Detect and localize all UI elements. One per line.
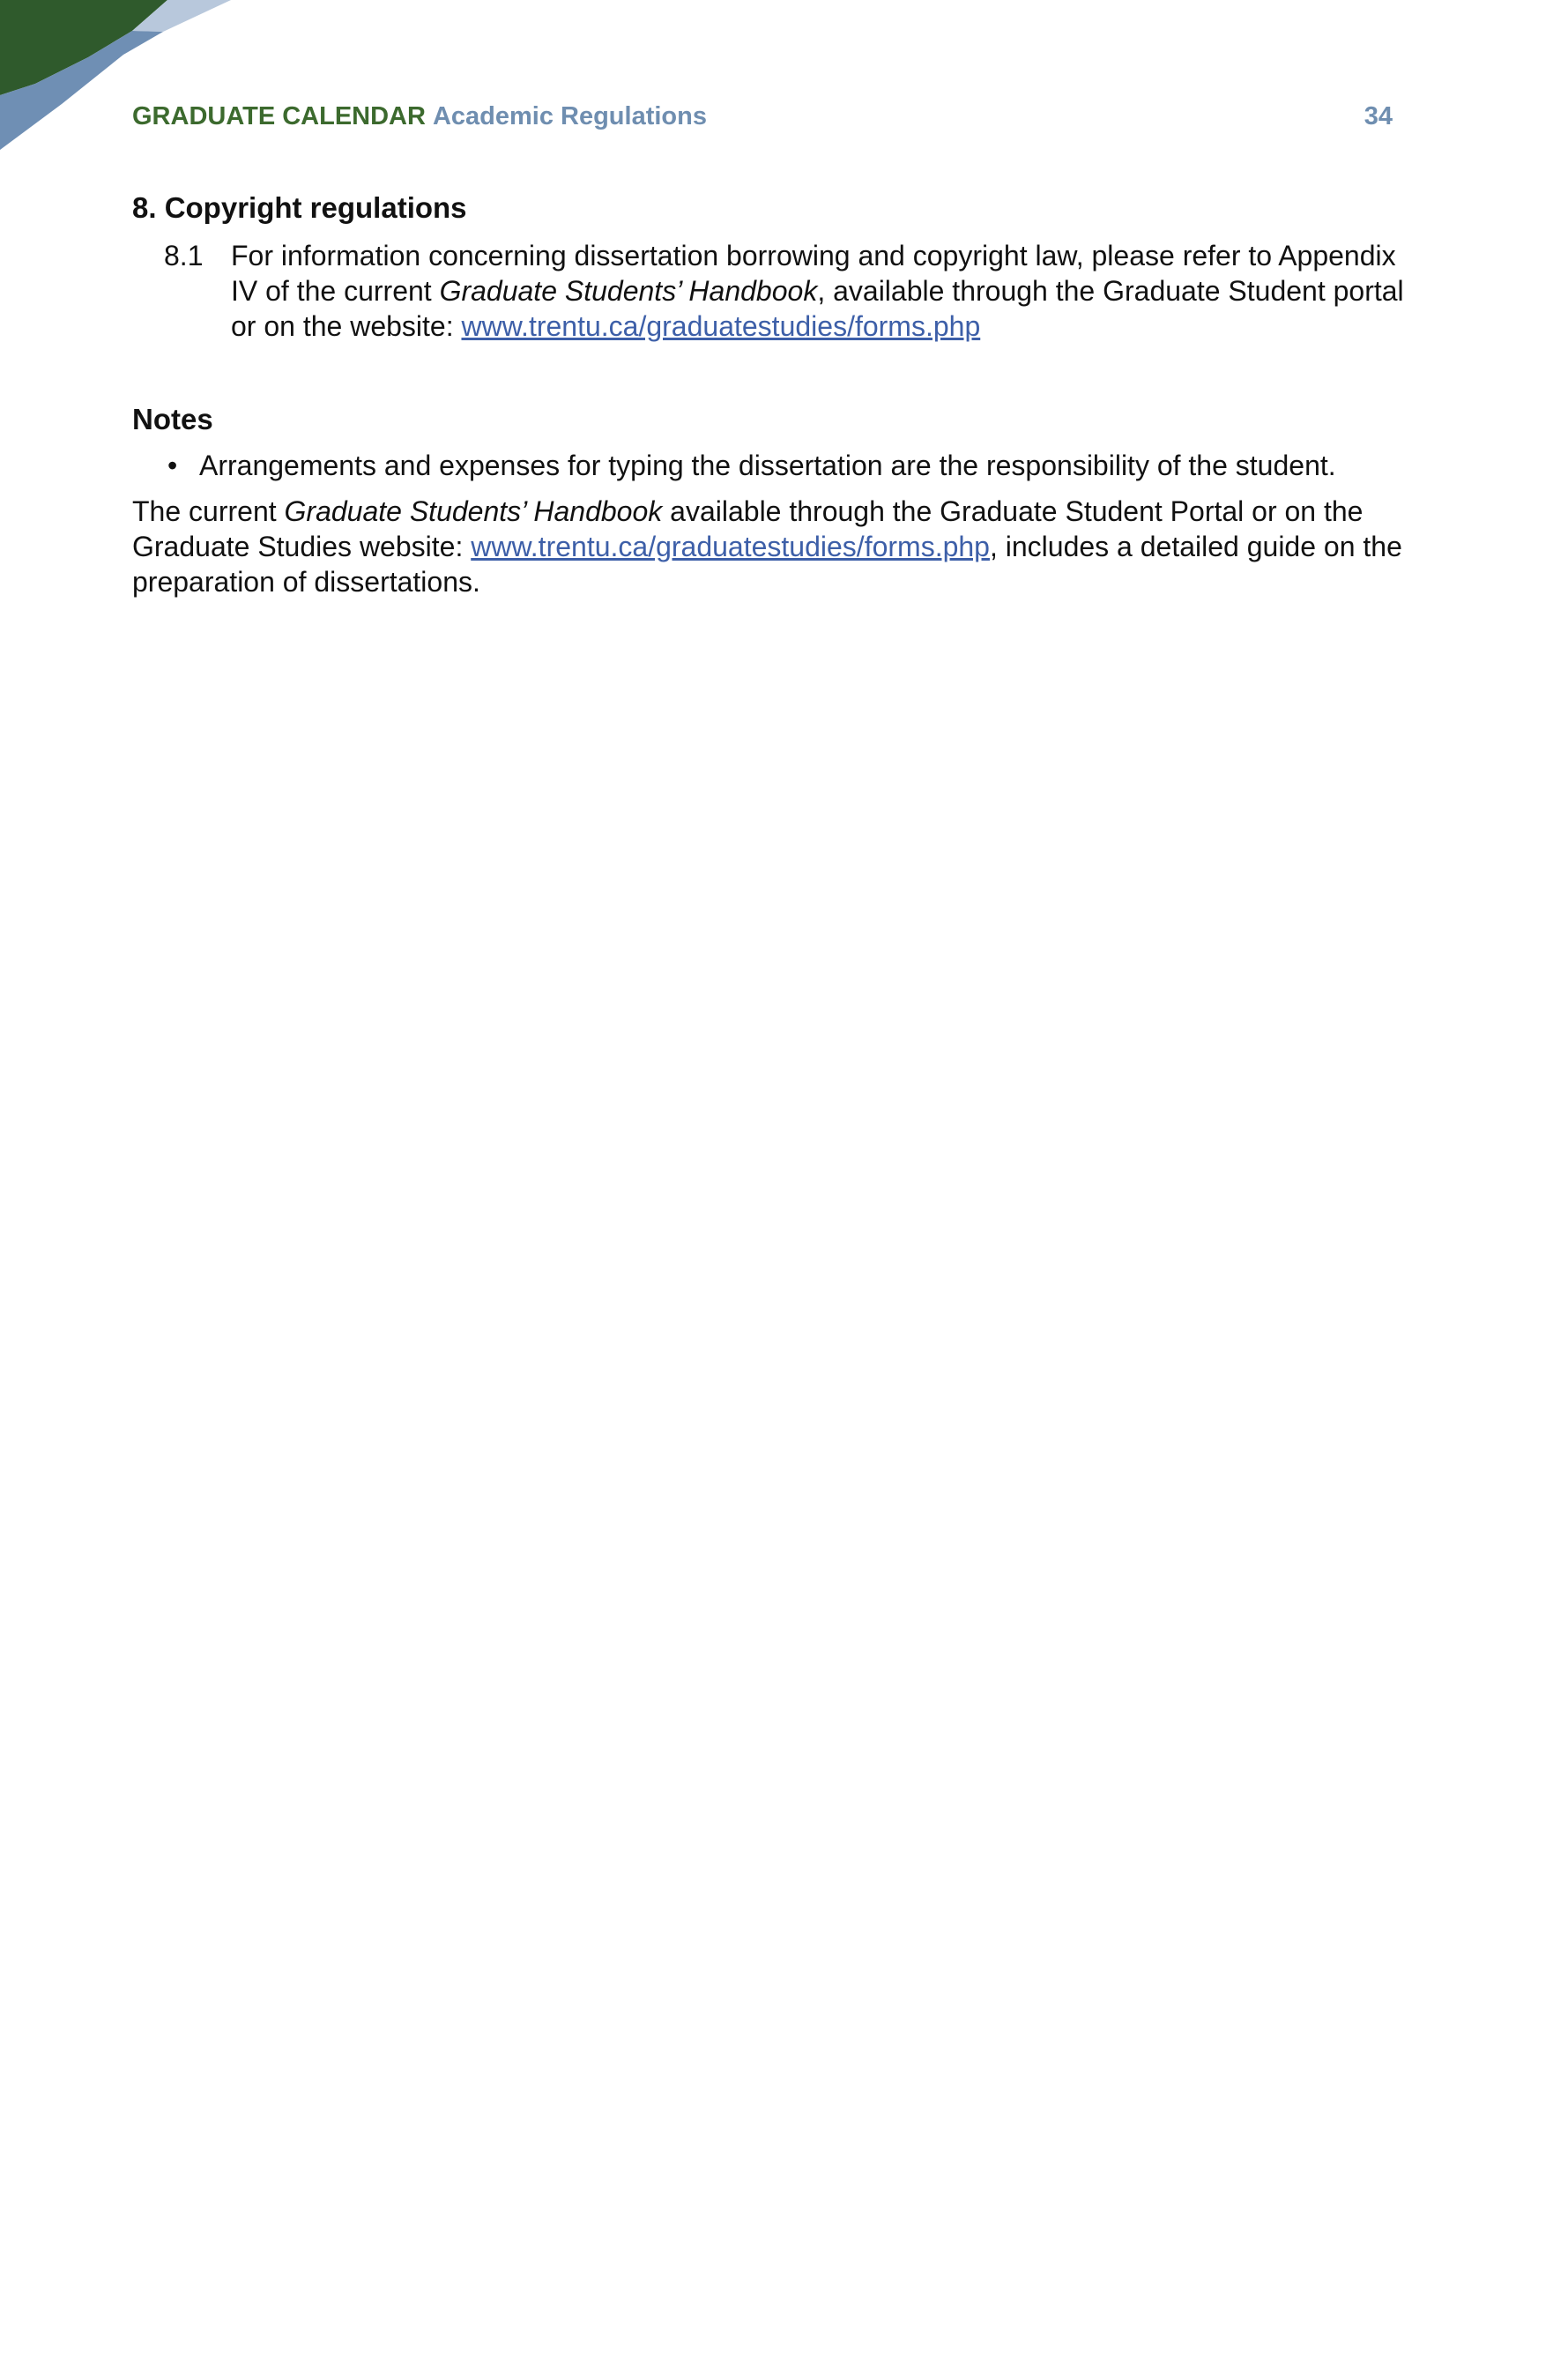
forms-link[interactable]: www.trentu.ca/graduatestudies/forms.php [471,531,990,562]
page-header [132,99,1393,134]
notes-list [132,448,1428,483]
paragraph-text-start: The current [132,495,285,527]
section-heading: 8. Copyright regulations [132,191,467,224]
bullet-icon: • [167,450,178,481]
document-body [132,189,1428,599]
regulation-number: 8.1 [164,240,204,271]
paragraph-text-end: , includes a detailed guide on the preparation of dissertations. [132,531,1402,598]
handbook-paragraph [132,494,1428,599]
calendar-label: GRADUATE CALENDAR [132,102,426,130]
notes-heading: Notes [132,403,213,435]
page-number: 34 [1364,102,1393,130]
regulation-item [132,238,1428,344]
note-text: Arrangements and expenses for typing the dissertation are the responsibility of the student. [199,450,1336,481]
corner-decoration [0,0,264,167]
handbook-title: Graduate Students’ Handbook [439,275,818,307]
list-item [132,448,1428,483]
regulation-text-end: , available through the Graduate Student portal or on the website: [231,275,1404,342]
forms-link[interactable]: www.trentu.ca/graduatestudies/forms.php [461,310,981,342]
regulation-text-start: For information concerning dissertation borrowing and copyright law, please refer to Appendix IV of the current [231,240,1396,307]
handbook-title: Graduate Students’ Handbook [284,495,663,527]
section-label: Academic Regulations [432,102,707,130]
paragraph-text-middle: available through the Graduate Student Portal or on the Graduate Studies website: [132,495,1364,562]
regulation-text [231,238,1428,344]
